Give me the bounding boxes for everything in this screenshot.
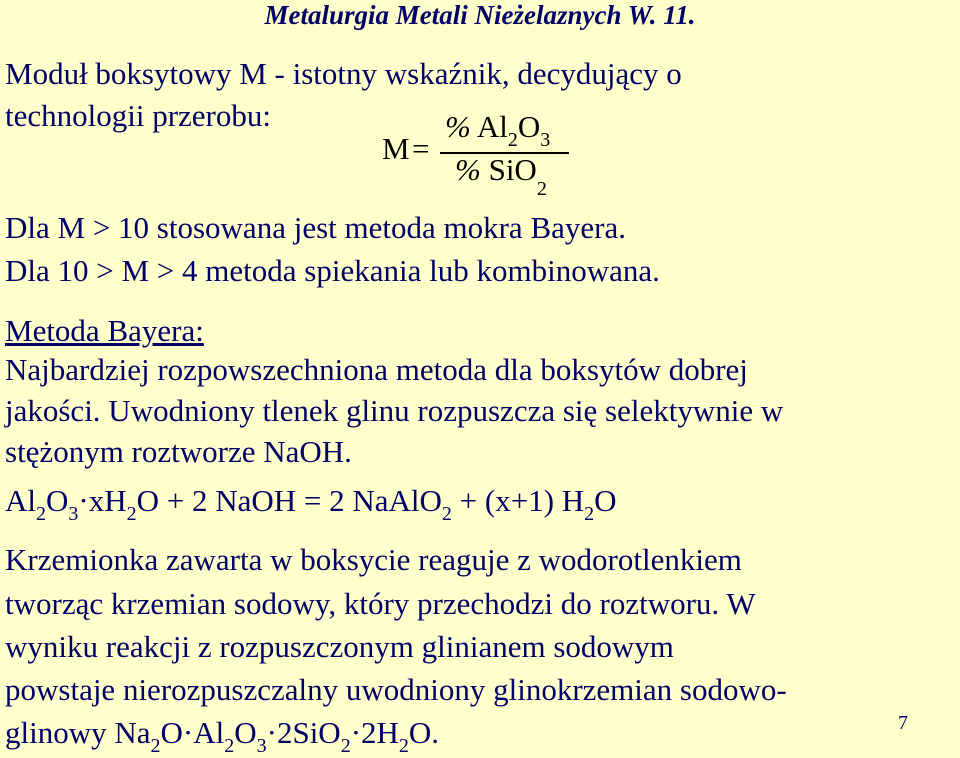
numerator-percent: % bbox=[445, 109, 471, 144]
silica-line-5: glinowy $Na_2O\cdot Al_2O_3\cdot 2SiO_2\cdot 2H_2O$. bbox=[5, 715, 440, 757]
numerator-sub-3: 3 bbox=[540, 129, 551, 151]
intro-line-2: technologii przerobu: bbox=[5, 98, 271, 133]
bayer-line-2: jakości. Uwodniony tlenek glinu rozpuszcza się selektywnie w bbox=[5, 393, 784, 428]
silica-line-4: powstaje nierozpuszczalny uwodniony glinokrzemian sodowo- bbox=[5, 672, 787, 707]
numerator-al: Al bbox=[476, 109, 508, 144]
rule-line-1: Dla M > 10 stosowana jest metoda mokra Bayera. bbox=[5, 210, 626, 245]
bayer-line-3: stężonym roztworze NaOH. bbox=[5, 434, 352, 469]
formula-lhs: M bbox=[382, 131, 410, 166]
silica-line-2: tworząc krzemian sodowy, który przechodzi do roztworu. W bbox=[5, 586, 756, 621]
formula-equals: = bbox=[412, 131, 430, 166]
intro-line-1: Moduł boksytowy M - istotny wskaźnik, decydujący o bbox=[5, 56, 682, 91]
bayer-heading: Metoda Bayera: bbox=[5, 313, 204, 348]
denominator-percent: % bbox=[455, 152, 481, 187]
slide-title: Metalurgia Metali Nieżelaznych W. 11. bbox=[264, 0, 696, 30]
formula-numerator bbox=[445, 109, 551, 151]
formula-denominator bbox=[455, 152, 547, 200]
bayer-line-1: Najbardziej rozpowszechniona metoda dla boksytów dobrej bbox=[5, 352, 748, 387]
denominator-sio: SiO bbox=[488, 152, 537, 187]
rule-line-2: Dla 10 > M > 4 metoda spiekania lub kombinowana. bbox=[5, 253, 660, 288]
denominator-sub-2: 2 bbox=[536, 178, 547, 200]
reaction-equation: $Al_2O_3\cdot xH_2O + 2$ NaOH = 2 NaAlO$_2$ + (x+1) $H_2O$ bbox=[5, 483, 617, 525]
numerator-o: O bbox=[517, 109, 541, 144]
numerator-sub-2: 2 bbox=[507, 129, 518, 151]
silica-line-1: Krzemionka zawarta w boksycie reaguje z wodorotlenkiem bbox=[5, 542, 742, 577]
silica-line-3: wyniku reakcji z rozpuszczonym glinianem sodowym bbox=[5, 629, 674, 664]
page-number: 7 bbox=[898, 712, 908, 734]
